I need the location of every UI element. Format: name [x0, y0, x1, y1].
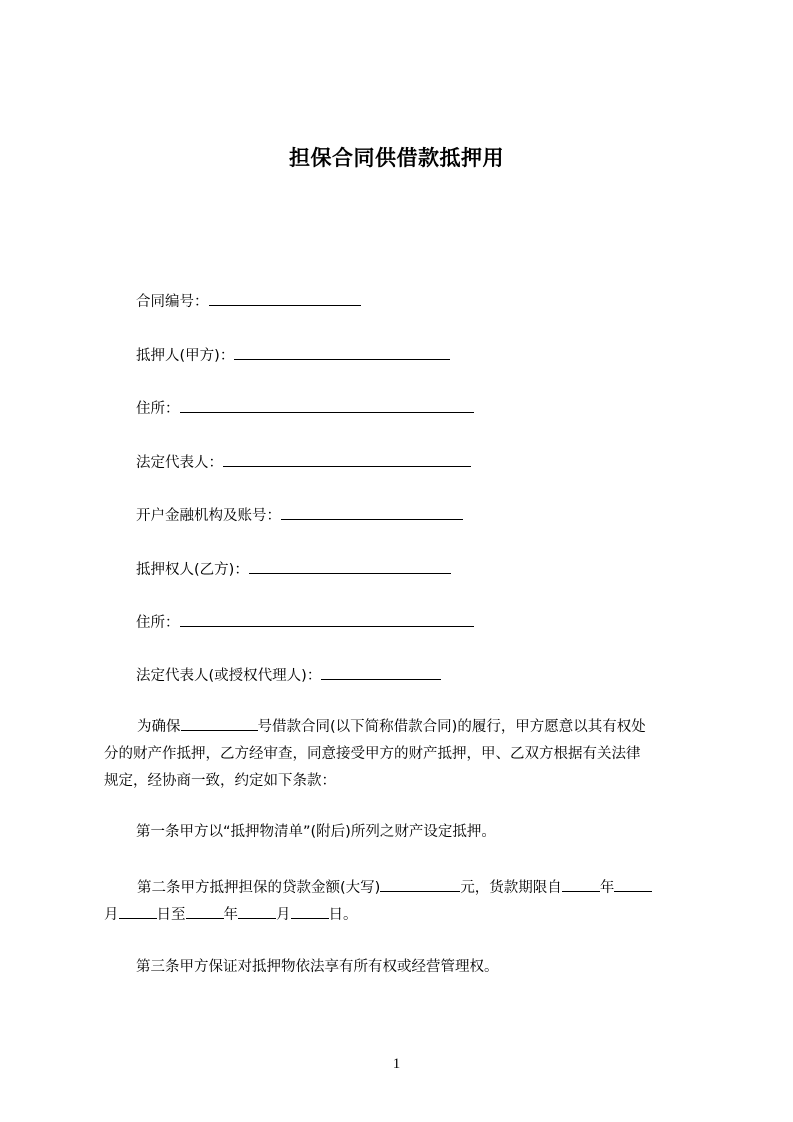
article-text: 第二条甲方抵押担保的贷款金额(大写) — [137, 880, 381, 896]
field-label: 法定代表人： — [136, 455, 223, 471]
field-label: 住所： — [136, 401, 180, 417]
preamble-line-3: 规定，经协商一致，约定如下条款： — [104, 773, 336, 789]
field-label: 抵押人(甲方)： — [136, 348, 235, 364]
article-2-line-2 — [104, 902, 704, 929]
month-label: 月 — [276, 907, 291, 923]
page-number: 1 — [392, 1056, 401, 1072]
mortgagor-legal-rep-blank[interactable] — [223, 452, 471, 467]
start-day-blank[interactable] — [119, 904, 157, 919]
mortgagor-legal-rep-field — [136, 452, 471, 473]
preamble-line-2: 分的财产作抵押，乙方经审查，同意接受甲方的财产抵押，甲、乙双方根据有关法律 — [104, 746, 641, 762]
field-label: 法定代表人(或授权代理人)： — [136, 668, 322, 684]
mortgagor-address-blank[interactable] — [180, 398, 474, 413]
contract-number-blank[interactable] — [209, 291, 361, 306]
mortgagee-blank[interactable] — [249, 559, 451, 574]
mortgagee-legal-rep-blank[interactable] — [321, 665, 441, 680]
field-label: 开户金融机构及账号： — [136, 508, 281, 524]
preamble-paragraph — [104, 714, 704, 795]
mortgagor-field — [136, 345, 450, 366]
bank-account-blank[interactable] — [281, 505, 463, 520]
mortgagee-legal-rep-field — [136, 665, 441, 686]
document-title: 担保合同供借款抵押用 — [289, 146, 504, 170]
end-year-blank[interactable] — [186, 904, 224, 919]
loan-contract-number-blank[interactable] — [181, 716, 258, 731]
year-label: 年 — [223, 907, 238, 923]
preamble-line-1 — [104, 714, 704, 741]
article-3: 第三条甲方保证对抵押物依法享有所有权或经营管理权。 — [136, 959, 499, 975]
contract-number-field — [136, 291, 361, 312]
article-text: 元，货款期限自 — [460, 880, 562, 896]
preamble-text: 号借款合同(以下简称借款合同)的履行，甲方愿意以其有权处 — [257, 719, 646, 735]
end-day-blank[interactable] — [291, 904, 329, 919]
start-year-blank[interactable] — [562, 877, 600, 892]
start-month-blank[interactable] — [614, 877, 652, 892]
year-label: 年 — [599, 880, 615, 896]
day-label: 日。 — [328, 907, 358, 923]
day-to-label: 日至 — [156, 907, 186, 923]
month-label: 月 — [104, 907, 119, 923]
bank-account-field — [136, 505, 463, 526]
mortgagee-field — [136, 559, 451, 580]
mortgagor-address-field — [136, 398, 474, 419]
field-label: 抵押权人(乙方)： — [136, 562, 249, 578]
loan-amount-blank[interactable] — [380, 877, 460, 892]
end-month-blank[interactable] — [238, 904, 276, 919]
mortgagee-address-blank[interactable] — [180, 612, 474, 627]
field-label: 住所： — [136, 615, 180, 631]
article-2 — [104, 875, 704, 929]
mortgagor-blank[interactable] — [234, 345, 450, 360]
article-1: 第一条甲方以“抵押物清单”(附后)所列之财产设定抵押。 — [136, 824, 496, 840]
mortgagee-address-field — [136, 612, 474, 633]
field-label: 合同编号： — [136, 294, 209, 310]
article-2-line-1 — [104, 875, 704, 902]
preamble-text: 为确保 — [137, 719, 181, 735]
